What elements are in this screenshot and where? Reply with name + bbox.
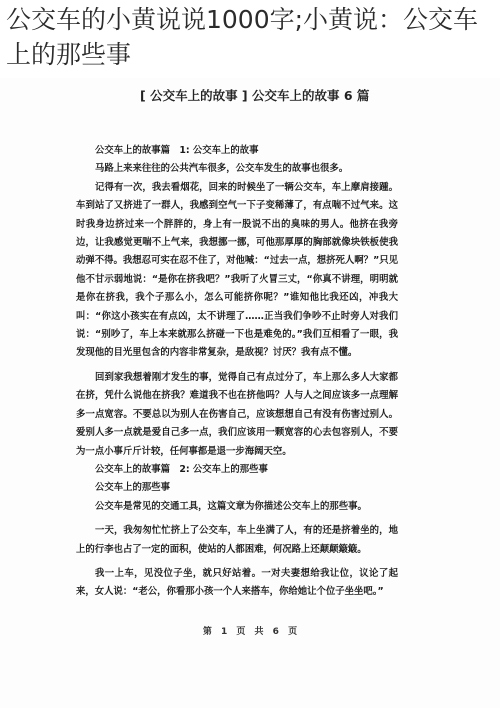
paragraph: 回到家我想着刚才发生的事，觉得自己有点过分了，车上那么多人大家都在挤，凭什么说他在挤我？难道我不也在挤他吗？人与人之间应该多一点理解多一点宽容。不要总以为别人在伤害自己，应该想想自己有没有伤害过别人。爱别人多一点就是爱自己多一点，我们应该用一颗宽容的心去包容别人，不要为一点小事斤斤计较，任何事都是退一步海阔天空。 bbox=[76, 371, 398, 457]
page-title: 公交车的小黄说说1000字;小黄说：公交车上的那些事 bbox=[6, 5, 479, 69]
document-page bbox=[0, 78, 500, 708]
section-subtitle: 公交车上的那些事 bbox=[95, 482, 171, 494]
paragraph: 一天，我匆匆忙忙挤上了公交车，车上坐满了人，有的还是挤着坐的，地上的行李也占了一定的面积，使站的人都困难，何况路上还颠颠簸簸。 bbox=[76, 525, 398, 555]
paragraph: 记得有一次，我去看烟花，回来的时候坐了一辆公交车，车上摩肩接踵。车到站了又挤进了一群人，我感到空气一下子变稀薄了，有点喘不过气来。这时我身边挤过来一个胖胖的，身上有一股说不出的臭味的男人。他挤在我旁边，让我感觉更喘不上气来，我想挪一挪，可他那厚厚的胸部就像块铁板使我动弹不得。我想忍可实在忍不住了，对他喊：“过去一点，想挤死人啊？”只见他不甘示弱地说：“是你在挤我吧？”我听了火冒三丈，“你真不讲理，明明就是你在挤我，我个子那么小，怎么可能挤你呢？”谁知他比我还凶，冲我大叫：“你这小孩实在有点凶，太不讲理了……正当我们争吵不止时旁人对我们说：“别吵了，车上本来就那么挤碰一下也是难免的。”我们互相看了一眼，我发现他的目光里包含的内容非常复杂，是敌视？讨厌？我有点不懂。 bbox=[76, 181, 398, 359]
page-footer: 第 1 页 共 6 页 bbox=[202, 627, 298, 637]
document-body bbox=[76, 142, 398, 602]
paragraph: 公交车是常见的交通工具，这篇文章为你描述公交车上的那些事。 bbox=[95, 500, 367, 512]
section-title: 公交车上的故事篇 1: 公交车上的故事 bbox=[95, 145, 259, 156]
section-title: 公交车上的故事篇 2: 公交车上的那些事 bbox=[95, 463, 268, 475]
paragraph: 马路上来来往往的公共汽车很多，公交车发生的故事也很多。 bbox=[95, 163, 349, 175]
document-heading: [ 公交车上的故事 ] 公交车上的故事 6 篇 bbox=[140, 88, 370, 103]
paragraph: 我一上车，见没位子坐，就只好站着。一对夫妻想给我让位，议论了起来，女人说：“老公，你看那小孩一个人来搭车，你给她让个位子坐坐吧。” bbox=[76, 567, 398, 598]
